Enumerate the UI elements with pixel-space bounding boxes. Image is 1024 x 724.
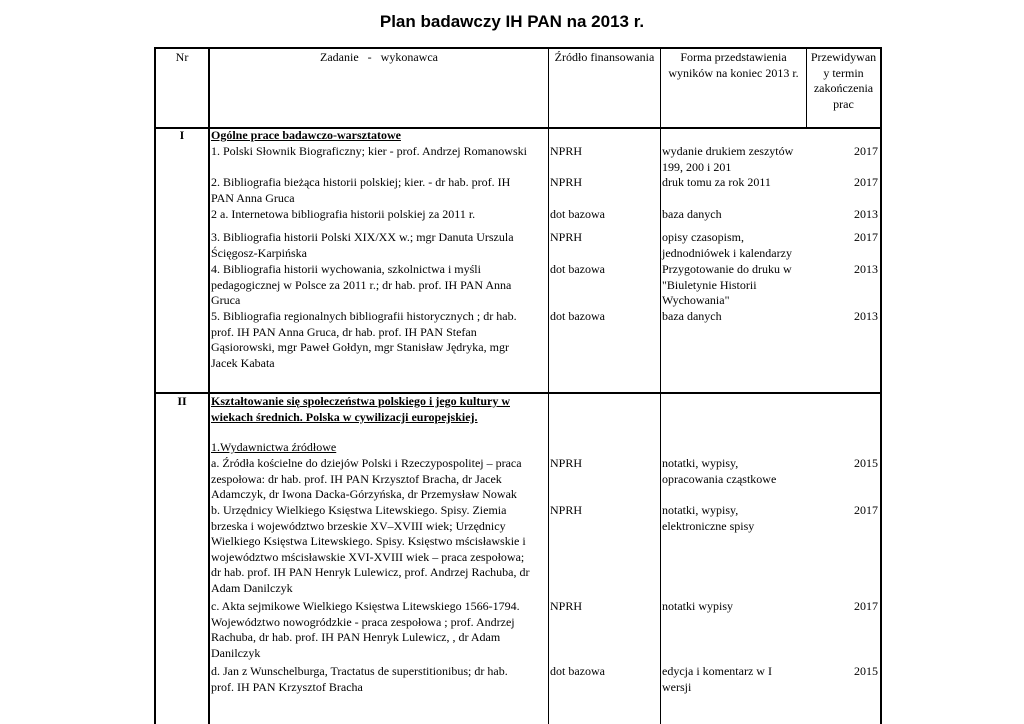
task-line: 4. Bibliografia historii wychowania, szkolnictwa i myśli xyxy=(211,262,481,276)
section-title-line: Kształtowanie się społeczeństwa polskiego i jego kultury w xyxy=(211,394,510,408)
task-cell xyxy=(211,207,475,223)
task-cell xyxy=(211,456,522,503)
form-line: opracowania cząstkowe xyxy=(662,471,777,486)
source-cell: dot bazowa xyxy=(550,664,605,678)
task-line: brzeska i województwo brzeskie XV–XVIII wiek; Urzędnicy xyxy=(211,518,506,533)
year-cell: 2017 xyxy=(854,503,878,517)
form-line: 199, 200 i 201 xyxy=(662,159,732,174)
form-line: wydanie drukiem zeszytów xyxy=(662,144,794,158)
table-right-border xyxy=(880,47,882,724)
form-line: elektroniczne spisy xyxy=(662,518,755,533)
column-divider-source xyxy=(660,47,661,724)
header-form xyxy=(661,50,806,81)
source-cell: NPRH xyxy=(550,175,583,189)
year-cell: 2017 xyxy=(854,230,878,244)
header-deadline-line: prac xyxy=(833,96,854,111)
form-cell xyxy=(662,230,792,261)
task-line: dr hab. prof. IH PAN Henryk Lulewicz, prof. Andrzej Rachuba, dr xyxy=(211,565,530,580)
task-line: a. Źródła kościelne do dziejów Polski i Rzeczypospolitej – praca xyxy=(211,456,522,470)
year-cell: 2013 xyxy=(854,309,878,323)
plan-table xyxy=(154,47,882,724)
task-line: Ścięgosz-Karpińska xyxy=(211,245,307,260)
year-cell: 2015 xyxy=(854,664,878,678)
form-line: wersji xyxy=(662,679,692,694)
table-top-border xyxy=(154,47,882,49)
subheading: 1.Wydawnictwa źródłowe xyxy=(211,440,337,454)
task-cell xyxy=(211,262,511,309)
task-line: Jacek Kabata xyxy=(211,355,275,370)
header-deadline-line: zakończenia xyxy=(813,81,874,96)
form-cell xyxy=(662,599,733,615)
form-line: notatki, wypisy, xyxy=(662,456,739,470)
task-line: c. Akta sejmikowe Wielkiego Księstwa Litewskiego 1566-1794. xyxy=(211,599,520,613)
form-line: edycja i komentarz w I xyxy=(662,664,772,678)
source-cell: NPRH xyxy=(550,144,583,158)
task-line: Adam Danilczyk xyxy=(211,580,293,595)
task-cell xyxy=(211,503,529,597)
year-cell: 2013 xyxy=(854,262,878,276)
table-left-border xyxy=(154,47,156,724)
form-cell xyxy=(662,144,793,175)
task-line: 1. Polski Słownik Biograficzny; kier - prof. Andrzej Romanowski xyxy=(211,144,527,158)
source-cell: dot bazowa xyxy=(550,309,605,323)
task-line: Gruca xyxy=(211,293,241,308)
task-cell xyxy=(211,664,508,695)
source-cell: NPRH xyxy=(550,456,583,470)
form-line: Wychowania" xyxy=(662,293,730,308)
source-cell: NPRH xyxy=(550,230,583,244)
year-cell: 2017 xyxy=(854,175,878,189)
task-line: prof. IH PAN Krzysztof Bracha xyxy=(211,679,363,694)
form-cell xyxy=(662,456,776,487)
task-line: Wielkiego Księstwa Litewskiego. Spisy. Księstwo mścisławskie i xyxy=(211,534,526,549)
year-cell: 2017 xyxy=(854,599,878,613)
task-line: pedagogicznej w Polsce za 2011 r.; dr hab. prof. IH PAN Anna xyxy=(211,277,512,292)
form-cell xyxy=(662,309,722,325)
source-cell: dot bazowa xyxy=(550,262,605,276)
form-line: opisy czasopism, xyxy=(662,230,744,244)
form-cell xyxy=(662,207,722,223)
task-cell xyxy=(211,230,514,261)
task-line: 5. Bibliografia regionalnych bibliografii historycznych ; dr hab. xyxy=(211,309,517,323)
task-line: 3. Bibliografia historii Polski XIX/XX w.; mgr Danuta Urszula xyxy=(211,230,514,244)
section-title: Ogólne prace badawczo-warsztatowe xyxy=(211,128,401,142)
task-line: 2. Bibliografia bieżąca historii polskiej; kier. - dr hab. prof. IH xyxy=(211,175,511,189)
header-deadline-line: y termin xyxy=(823,65,864,80)
form-line: notatki wypisy xyxy=(662,599,733,613)
task-line: d. Jan z Wunschelburga, Tractatus de superstitionibus; dr hab. xyxy=(211,664,508,678)
header-form-line: Forma przedstawienia xyxy=(680,50,787,64)
year-cell: 2017 xyxy=(854,144,878,158)
task-cell xyxy=(211,309,517,371)
task-line: Województwo nowogródzkie - praca zespołowa ; prof. Andrzej xyxy=(211,614,515,629)
form-line: baza danych xyxy=(662,207,722,221)
form-cell xyxy=(662,503,754,534)
task-cell xyxy=(211,599,520,661)
form-cell xyxy=(662,262,792,309)
header-task: Zadanie - wykonawca xyxy=(320,50,438,64)
task-line: 2 a. Internetowa bibliografia historii polskiej za 2011 r. xyxy=(211,207,476,221)
task-line: Adamczyk, dr Iwona Dacka-Górzyńska, dr Przemysław Nowak xyxy=(211,487,517,502)
section-title-line: wiekach średnich. Polska w cywilizacji europejskiej. xyxy=(211,409,478,424)
year-cell: 2013 xyxy=(854,207,878,221)
header-deadline xyxy=(807,50,880,112)
page-title: Plan badawczy IH PAN na 2013 r. xyxy=(379,12,645,31)
source-cell: dot bazowa xyxy=(550,207,605,221)
task-line: b. Urzędnicy Wielkiego Księstwa Litewskiego. Spisy. Ziemia xyxy=(211,503,507,517)
task-cell xyxy=(211,175,510,206)
column-divider-task xyxy=(548,47,549,724)
form-cell xyxy=(662,664,772,695)
form-line: jednodniówek i kalendarzy xyxy=(662,245,792,260)
header-source: Źródło finansowania xyxy=(554,50,655,64)
section-number: II xyxy=(177,394,187,408)
form-line: Przygotowanie do druku w xyxy=(662,262,792,276)
task-line: Gąsiorowski, mgr Paweł Gołdyn, mgr Stanisław Jędryka, mgr xyxy=(211,340,509,355)
form-line: notatki, wypisy, xyxy=(662,503,739,517)
form-line: "Biuletynie Historii xyxy=(662,277,757,292)
source-cell: NPRH xyxy=(550,599,583,613)
header-form-line: wyników na koniec 2013 r. xyxy=(668,65,799,80)
column-divider-nr xyxy=(208,47,210,724)
task-line: prof. IH PAN Anna Gruca, dr hab. prof. IH PAN Stefan xyxy=(211,324,477,339)
task-line: Rachuba, dr hab. prof. IH PAN Henryk Lulewicz, , dr Adam xyxy=(211,630,501,645)
year-cell: 2015 xyxy=(854,456,878,470)
form-cell xyxy=(662,175,771,191)
header-deadline-line: Przewidywan xyxy=(810,50,877,64)
task-cell xyxy=(211,144,527,160)
task-line: Danilczyk xyxy=(211,645,261,660)
section-title xyxy=(211,394,510,425)
form-line: druk tomu za rok 2011 xyxy=(662,175,771,189)
source-cell: NPRH xyxy=(550,503,583,517)
section-number: I xyxy=(179,128,185,142)
header-nr: Nr xyxy=(175,50,189,64)
form-line: baza danych xyxy=(662,309,722,323)
task-line: województwo mścisławskie XVI-XVIII wiek – praca zespołowa; xyxy=(211,549,525,564)
task-line: PAN Anna Gruca xyxy=(211,190,295,205)
task-line: zespołowa: dr hab. prof. IH PAN Krzysztof Bracha, dr Jacek xyxy=(211,471,502,486)
